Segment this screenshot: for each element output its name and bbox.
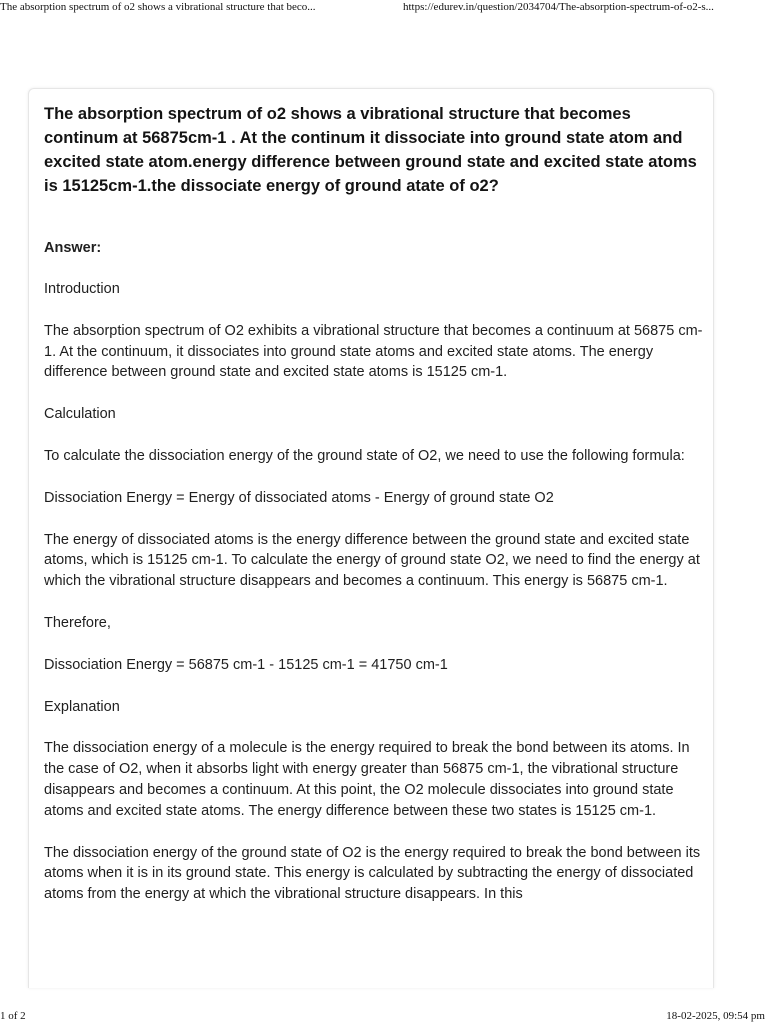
print-header-title: The absorption spectrum of o2 shows a vibrational structure that beco... xyxy=(0,1,316,13)
answer-heading-introduction: Introduction xyxy=(44,281,120,297)
answer-heading-calculation: Calculation xyxy=(44,406,116,423)
question-title: The absorption spectrum of o2 shows a vibrational structure that becomes continum at 56875cm-1 . At the continum it dissociate into ground state atom and excited state atom.energy difference between ground state and excited state atoms is 15125cm-1.the dissociate energy of ground atate of o2? xyxy=(44,105,697,195)
answer-paragraph: To calculate the dissociation energy of the ground state of O2, we need to use the following formula: xyxy=(44,447,685,464)
answer-paragraph: The energy of dissociated atoms is the energy difference between the ground state and excited state atoms, which is 15125 cm-1. To calculate the energy of ground state O2, we need to find the energy at which the vibrational structure disappears and becomes a continuum. This energy is 56875 cm-1. xyxy=(44,531,700,590)
print-datetime: 18-02-2025, 09:54 pm xyxy=(666,1010,765,1022)
answer-formula: Dissociation Energy = Energy of dissociated atoms - Energy of ground state O2 xyxy=(44,489,554,506)
page-number: 1 of 2 xyxy=(0,1010,26,1022)
answer-label: Answer: xyxy=(44,240,102,256)
print-header-url: https://edurev.in/question/2034704/The-absorption-spectrum-of-o2-s... xyxy=(403,1,714,13)
answer-paragraph: Therefore, xyxy=(44,614,111,631)
answer-paragraph: The dissociation energy of the ground state of O2 is the energy required to break the bond between its atoms when it is in its ground state. This energy is calculated by subtracting the energy of dissociated atoms from the energy at which the vibrational structure disappears. In this xyxy=(44,844,701,903)
question-content xyxy=(44,102,704,956)
print-header xyxy=(0,0,768,20)
print-footer xyxy=(0,1010,768,1024)
answer-heading-explanation: Explanation xyxy=(44,698,120,715)
answer-paragraph: The absorption spectrum of O2 exhibits a vibrational structure that becomes a continuum at 56875 cm-1. At the continuum, it dissociates into ground state atoms and excited state atoms. The energy difference between ground state and excited state atoms is 15125 cm-1. xyxy=(44,322,703,381)
answer-paragraph: The dissociation energy of a molecule is the energy required to break the bond between its atoms. In the case of O2, when it absorbs light with energy greater than 56875 cm-1, the vibrational structure disappears and becomes a continuum. At this point, the O2 molecule dissociates into ground state atoms and excited state atoms. The energy difference between these two states is 15125 cm-1. xyxy=(44,740,690,819)
answer-result: Dissociation Energy = 56875 cm-1 - 15125 cm-1 = 41750 cm-1 xyxy=(44,656,448,673)
